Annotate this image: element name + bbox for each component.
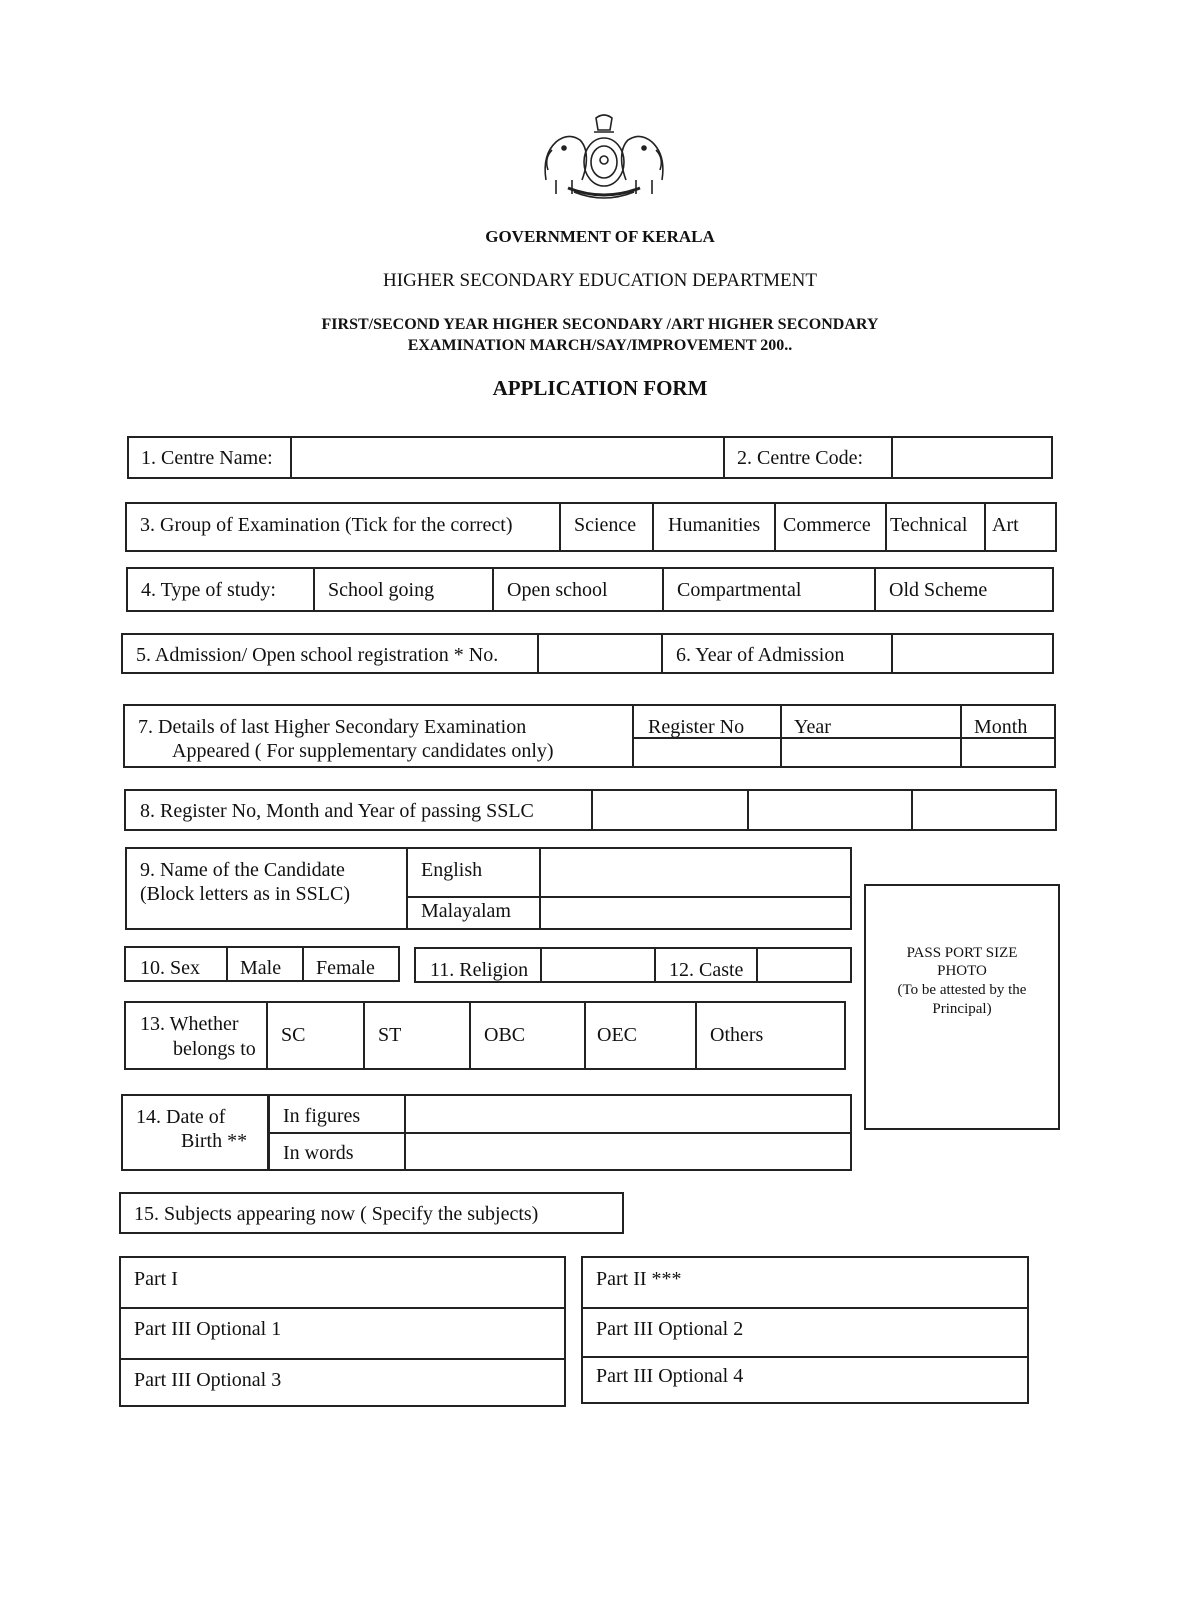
name-malayalam-field[interactable] [541, 898, 850, 928]
dob-label-line1: 14. Date of [136, 1106, 226, 1128]
female-label: Female [316, 957, 375, 979]
photo-line3: (To be attested by the [897, 982, 1027, 998]
centre-row [127, 436, 1053, 479]
school-going-label: School going [328, 579, 435, 601]
part-3-optional-3-field[interactable] [121, 1360, 564, 1405]
admission-no-field[interactable] [537, 635, 661, 672]
year-of-admission-field[interactable] [891, 635, 1052, 672]
year-of-admission-label-cell [661, 635, 891, 672]
religion-field[interactable] [540, 949, 654, 981]
register-no-label: Register No [648, 716, 745, 737]
category-option-oec[interactable] [584, 1003, 695, 1068]
old-scheme-label: Old Scheme [889, 579, 988, 601]
part-3-optional-4-field[interactable] [583, 1358, 1027, 1402]
study-option-compartmental[interactable] [662, 569, 874, 610]
sslc-register-no-field[interactable] [591, 791, 747, 829]
year-of-admission-label: 6. Year of Admission [676, 644, 845, 666]
others-label: Others [710, 1024, 764, 1046]
study-option-old-scheme[interactable] [874, 569, 1052, 610]
group-option-technical[interactable] [885, 504, 984, 550]
in-figures-label: In figures [283, 1105, 361, 1127]
centre-code-label: 2. Centre Code: [737, 447, 864, 469]
subjects-heading: 15. Subjects appearing now ( Specify the subjects) [134, 1203, 539, 1225]
dob-figures-field[interactable] [406, 1096, 850, 1132]
technical-label: Technical [890, 514, 968, 536]
study-type-row [126, 567, 1054, 612]
religion-label: 11. Religion [430, 959, 529, 981]
year-label: Year [794, 716, 831, 737]
sex-option-female[interactable] [302, 948, 398, 980]
month-field[interactable] [960, 739, 1054, 766]
sex-label: 10. Sex [140, 957, 200, 979]
photo-line2: PHOTO [937, 963, 987, 979]
photo-line1: PASS PORT SIZE [906, 945, 1018, 961]
group-option-science[interactable] [559, 504, 652, 550]
department-heading: HIGHER SECONDARY EDUCATION DEPARTMENT [383, 270, 817, 291]
category-label-line2: belongs to [173, 1038, 256, 1060]
kerala-state-emblem-icon [538, 110, 670, 200]
sslc-row [124, 789, 1057, 831]
month-header [960, 706, 1054, 737]
part-3-optional-3-label: Part III Optional 3 [134, 1369, 282, 1391]
male-label: Male [240, 957, 282, 979]
passport-photo-box[interactable] [864, 884, 1060, 1130]
study-option-open-school[interactable] [492, 569, 662, 610]
sslc-label: 8. Register No, Month and Year of passing SSLC [140, 800, 534, 822]
year-field[interactable] [780, 739, 960, 766]
sex-row [124, 946, 400, 982]
part-3-optional-4-label: Part III Optional 4 [596, 1365, 744, 1387]
subjects-heading-box [119, 1192, 624, 1234]
category-option-sc[interactable] [266, 1003, 363, 1068]
exam-heading-line1: FIRST/SECOND YEAR HIGHER SECONDARY /ART HIGHER SECONDARY [321, 316, 879, 333]
sex-option-male[interactable] [226, 948, 302, 980]
subjects-left-box [119, 1256, 566, 1407]
part-3-optional-2-field[interactable] [583, 1309, 1027, 1356]
government-heading: GOVERNMENT OF KERALA [485, 227, 715, 246]
study-option-school-going[interactable] [313, 569, 492, 610]
register-no-header [634, 706, 780, 737]
centre-code-label-cell [723, 438, 891, 477]
part-2-field[interactable] [583, 1258, 1027, 1307]
english-label: English [421, 859, 483, 881]
part-3-optional-1-label: Part III Optional 1 [134, 1318, 282, 1340]
register-no-field[interactable] [634, 739, 780, 766]
dob-label-line2: Birth ** [181, 1130, 248, 1152]
last-exam-label-line2: Appeared ( For supplementary candidates only) [172, 740, 554, 762]
religion-caste-row [414, 947, 852, 983]
caste-label: 12. Caste [669, 959, 744, 981]
sc-label: SC [281, 1024, 306, 1046]
art-label: Art [992, 514, 1019, 536]
group-row [125, 502, 1057, 552]
dob-row [121, 1094, 852, 1171]
exam-heading-line2: EXAMINATION MARCH/SAY/IMPROVEMENT 200.. [407, 337, 793, 354]
photo-line4: Principal) [932, 1001, 992, 1017]
group-option-humanities[interactable] [652, 504, 774, 550]
study-type-label: 4. Type of study: [141, 579, 276, 601]
group-option-art[interactable] [984, 504, 1055, 550]
st-label: ST [378, 1024, 402, 1046]
last-exam-row [123, 704, 1056, 768]
centre-name-field[interactable] [290, 438, 723, 477]
malayalam-label: Malayalam [421, 900, 511, 922]
group-option-commerce[interactable] [774, 504, 885, 550]
name-grid [406, 849, 850, 928]
candidate-name-label-line1: 9. Name of the Candidate [140, 859, 345, 881]
part-1-label: Part I [134, 1268, 178, 1290]
year-header [780, 706, 960, 737]
category-option-st[interactable] [363, 1003, 469, 1068]
caste-label-cell [654, 949, 756, 981]
last-exam-label-line1: 7. Details of last Higher Secondary Examination [138, 716, 527, 738]
category-label-line1: 13. Whether [140, 1013, 239, 1035]
part-1-field[interactable] [121, 1258, 564, 1307]
dob-grid [267, 1096, 850, 1169]
last-exam-grid [632, 706, 1054, 766]
dob-words-field[interactable] [406, 1134, 850, 1169]
in-words-label: In words [283, 1142, 354, 1164]
subjects-right-box [581, 1256, 1029, 1404]
obc-label: OBC [484, 1024, 526, 1046]
admission-row [121, 633, 1054, 674]
name-english-field[interactable] [541, 849, 850, 896]
religion-label-cell [416, 949, 540, 983]
category-option-others[interactable] [695, 1003, 844, 1068]
centre-name-label: 1. Centre Name: [141, 447, 273, 469]
open-school-label: Open school [507, 579, 608, 601]
category-option-obc[interactable] [469, 1003, 584, 1068]
form-title: APPLICATION FORM [492, 376, 708, 400]
centre-code-field[interactable] [891, 438, 1051, 477]
science-label: Science [574, 514, 637, 536]
compartmental-label: Compartmental [677, 579, 802, 601]
candidate-name-label-line2: (Block letters as in SSLC) [140, 883, 350, 905]
admission-label: 5. Admission/ Open school registration * No. [136, 644, 499, 666]
part-3-optional-2-label: Part III Optional 2 [596, 1318, 744, 1340]
part-3-optional-1-field[interactable] [121, 1309, 564, 1358]
sslc-year-field[interactable] [911, 791, 1055, 829]
category-row [124, 1001, 846, 1070]
part-2-label: Part II *** [596, 1268, 682, 1290]
oec-label: OEC [597, 1024, 637, 1046]
candidate-name-row [125, 847, 852, 930]
month-label: Month [974, 716, 1028, 737]
caste-field[interactable] [756, 949, 850, 981]
commerce-label: Commerce [783, 514, 871, 536]
sslc-month-field[interactable] [747, 791, 911, 829]
group-label: 3. Group of Examination (Tick for the correct) [140, 514, 513, 536]
humanities-label: Humanities [668, 514, 761, 536]
